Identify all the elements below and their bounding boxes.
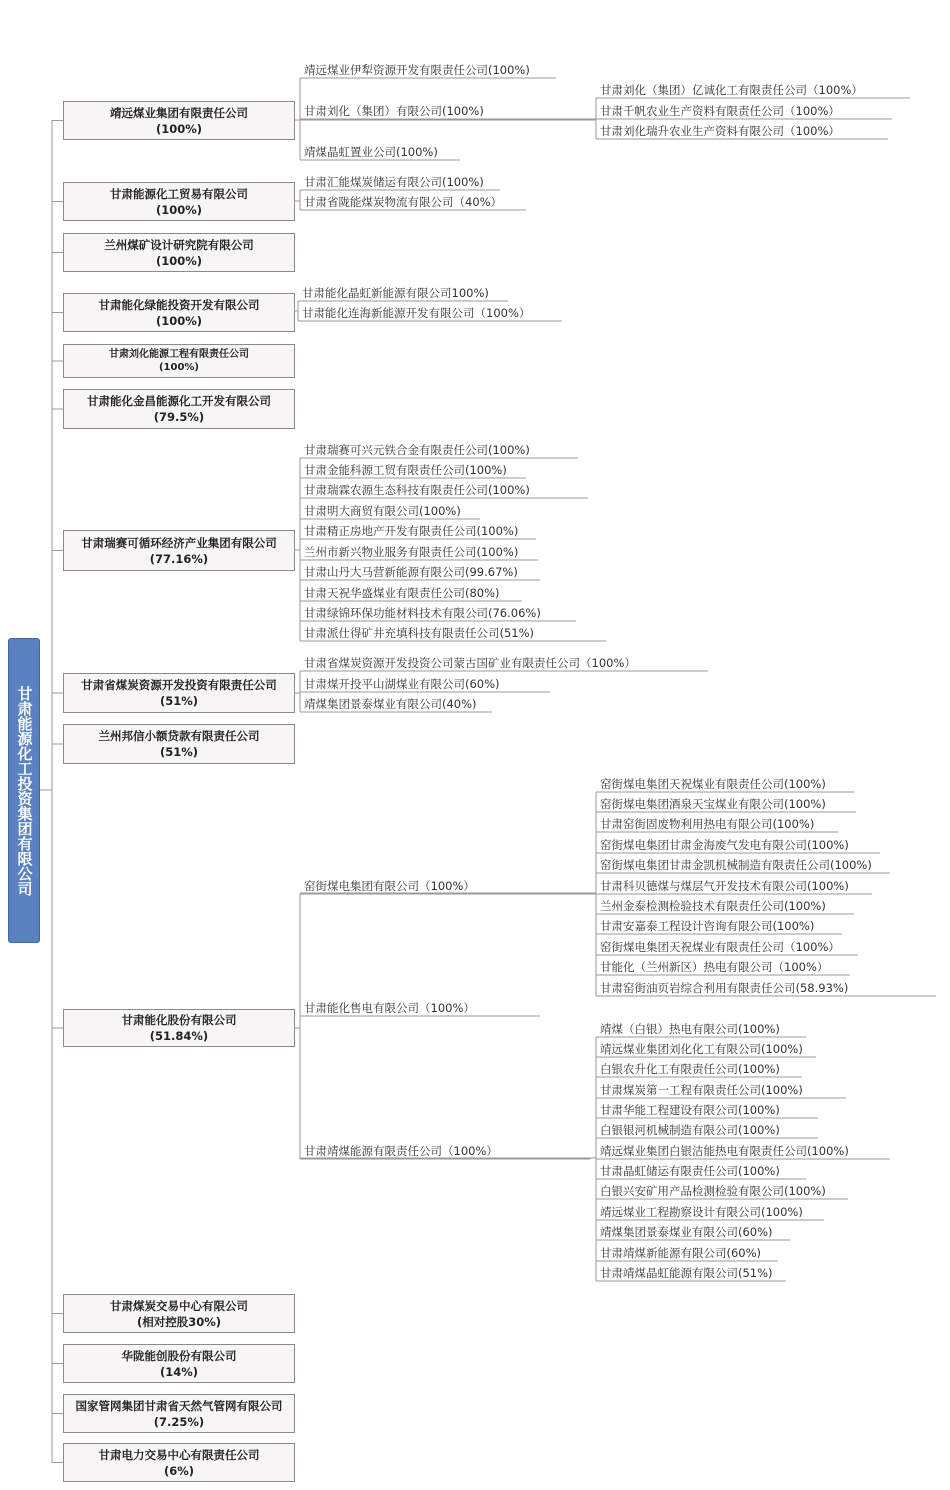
company-name: 甘肃刘化能源工程有限责任公司 <box>109 349 249 360</box>
subsidiary-item[interactable]: 甘肃安嘉泰工程设计咨询有限公司(100%) <box>600 919 815 933</box>
company-box[interactable] <box>63 530 295 571</box>
subsidiary-item[interactable]: 甘肃省陇能煤炭物流有限公司（40%） <box>304 195 503 209</box>
subsidiary-item[interactable]: 甘肃能化连海新能源开发有限公司（100%） <box>302 306 531 320</box>
subsidiary-item[interactable]: 甘肃明大商贸有限公司(100%) <box>304 504 461 518</box>
company-box[interactable] <box>63 233 295 272</box>
subsidiary-item[interactable]: 甘肃千帆农业生产资料有限责任公司（100%） <box>600 104 840 118</box>
company-share: (14%) <box>159 1364 199 1379</box>
subsidiary-item[interactable]: 靖煤集团景泰煤业有限公司(40%) <box>304 697 477 711</box>
subsidiary-item[interactable]: 甘肃能化晶虹新能源有限公司100%) <box>302 286 489 300</box>
company-box[interactable] <box>63 182 295 221</box>
subsidiary-item[interactable]: 甘肃汇能煤炭储运有限公司(100%) <box>304 175 484 189</box>
root-company[interactable] <box>8 638 40 943</box>
subsidiary-item[interactable]: 甘肃省煤炭资源开发投资公司蒙古国矿业有限责任公司（100%） <box>304 656 636 670</box>
subsidiary-item[interactable]: 窑街煤电集团天祝煤业有限责任公司(100%) <box>600 777 826 791</box>
company-name: 甘肃能源化工贸易有限公司 <box>110 186 248 201</box>
company-share: (100%) <box>155 202 203 217</box>
company-name: 兰州邦信小额贷款有限责任公司 <box>98 729 260 743</box>
subsidiary-item[interactable]: 窑街煤电集团甘肃金海废气发电有限公司(100%) <box>600 838 849 852</box>
subsidiary-item[interactable]: 甘肃刘化瑞升农业生产资料有限公司（100%） <box>600 124 840 138</box>
company-name: 甘肃瑞赛可循环经济产业集团有限公司 <box>81 535 277 550</box>
company-box[interactable] <box>63 344 295 378</box>
subsidiary-item[interactable]: 甘肃科贝德煤与煤层气开发技术有限公司(100%) <box>600 879 849 893</box>
subsidiary-item[interactable]: 窑街煤电集团有限公司（100%） <box>304 879 475 893</box>
company-share: (相对控股30%) <box>136 1314 222 1329</box>
company-box[interactable] <box>63 1394 295 1433</box>
company-share: (79.5%) <box>153 410 205 424</box>
subsidiary-item[interactable]: 甘肃煤炭第一工程有限责任公司(100%) <box>600 1083 803 1097</box>
subsidiary-item[interactable]: 窑街煤电集团天祝煤业有限责任公司（100%） <box>600 940 840 954</box>
root-label: 甘肃能源化工投资集团有限公司 <box>15 685 34 896</box>
company-share: (100%) <box>158 362 200 373</box>
company-name: 甘肃煤炭交易中心有限公司 <box>110 1298 248 1313</box>
subsidiary-item[interactable]: 靖远煤业工程勘察设计有限公司(100%) <box>600 1205 803 1219</box>
company-box[interactable] <box>63 673 295 713</box>
subsidiary-item[interactable]: 甘肃刘化（集团）有限公司(100%) <box>304 104 484 118</box>
company-name: 兰州煤矿设计研究院有限公司 <box>104 237 254 252</box>
subsidiary-item[interactable]: 甘肃瑞霖农源生态科技有限责任公司(100%) <box>304 483 530 497</box>
company-share: (51%) <box>159 694 199 708</box>
subsidiary-item[interactable]: 甘肃靖煤晶虹能源有限公司(51%) <box>600 1266 773 1280</box>
company-name: 华陇能创股份有限公司 <box>121 1348 237 1363</box>
subsidiary-item[interactable]: 甘肃靖煤能源有限责任公司（100%） <box>304 1144 498 1158</box>
subsidiary-item[interactable]: 靖煤（白银）热电有限公司(100%) <box>600 1022 780 1036</box>
company-box[interactable] <box>63 724 295 764</box>
company-box[interactable] <box>63 101 295 140</box>
subsidiary-item[interactable]: 甘肃山丹大马营新能源有限公司(99.67%) <box>304 565 518 579</box>
company-name: 国家管网集团甘肃省天然气管网有限公司 <box>75 1398 283 1413</box>
subsidiary-item[interactable]: 甘肃刘化（集团）亿诚化工有限责任公司（100%） <box>600 83 863 97</box>
company-share: (77.16%) <box>149 551 209 566</box>
company-box[interactable] <box>63 1443 295 1482</box>
subsidiary-item[interactable]: 甘肃窑街油页岩综合利用有限责任公司(58.93%) <box>600 981 849 995</box>
subsidiary-item[interactable]: 甘肃晶虹储运有限责任公司(100%) <box>600 1164 780 1178</box>
subsidiary-item[interactable]: 甘肃能化售电有限公司（100%） <box>304 1001 475 1015</box>
company-share: (51.84%) <box>149 1029 209 1043</box>
company-name: 甘肃能化金昌能源化工开发有限公司 <box>87 394 271 408</box>
subsidiary-item[interactable]: 甘肃华能工程建设有限公司(100%) <box>600 1103 780 1117</box>
subsidiary-item[interactable]: 窑街煤电集团酒泉天宝煤业有限公司(100%) <box>600 797 826 811</box>
subsidiary-item[interactable]: 甘肃精正房地产开发有限责任公司(100%) <box>304 524 519 538</box>
subsidiary-item[interactable]: 兰州市新兴物业服务有限责任公司(100%) <box>304 545 519 559</box>
subsidiary-item[interactable]: 甘肃天祝华盛煤业有限责任公司(80%) <box>304 586 500 600</box>
company-name: 甘肃能化绿能投资开发有限公司 <box>98 297 260 312</box>
subsidiary-item[interactable]: 靖远煤业集团刘化化工有限公司(100%) <box>600 1042 803 1056</box>
company-name: 甘肃省煤炭资源开发投资有限责任公司 <box>81 678 277 692</box>
subsidiary-item[interactable]: 甘肃靖煤新能源有限公司(60%) <box>600 1246 762 1260</box>
company-name: 靖远煤业集团有限责任公司 <box>110 105 248 120</box>
subsidiary-item[interactable]: 窑街煤电集团甘肃金凯机械制造有限责任公司(100%) <box>600 858 872 872</box>
company-share: (100%) <box>155 253 203 268</box>
subsidiary-item[interactable]: 甘肃煤开投平山湖煤业有限公司(60%) <box>304 677 500 691</box>
company-share: (100%) <box>155 313 203 328</box>
subsidiary-item[interactable]: 白银农升化工有限责任公司(100%) <box>600 1062 780 1076</box>
company-share: (51%) <box>159 745 199 759</box>
company-name: 甘肃能化股份有限公司 <box>121 1013 237 1027</box>
subsidiary-item[interactable]: 甘肃金能科源工贸有限责任公司(100%) <box>304 463 507 477</box>
subsidiary-item[interactable]: 靖煤集团景泰煤业有限公司(60%) <box>600 1225 773 1239</box>
subsidiary-item[interactable]: 甘能化（兰州新区）热电有限公司（100%） <box>600 960 829 974</box>
subsidiary-item[interactable]: 白银银河机械制造有限公司(100%) <box>600 1123 780 1137</box>
subsidiary-item[interactable]: 白银兴安矿用产品检测检验有限公司(100%) <box>600 1184 826 1198</box>
subsidiary-item[interactable]: 靖远煤业集团白银洁能热电有限责任公司(100%) <box>600 1144 849 1158</box>
subsidiary-item[interactable]: 靖远煤业伊犁资源开发有限责任公司(100%) <box>304 63 530 77</box>
subsidiary-item[interactable]: 甘肃绿锦环保功能材料技术有限公司(76.06%) <box>304 606 541 620</box>
company-share: (6%) <box>163 1463 195 1478</box>
company-name: 甘肃电力交易中心有限责任公司 <box>98 1447 260 1462</box>
company-box[interactable] <box>63 389 295 429</box>
company-box[interactable] <box>63 1344 295 1383</box>
company-box[interactable] <box>63 1294 295 1333</box>
company-share: (100%) <box>155 121 203 136</box>
subsidiary-item[interactable]: 兰州金泰检测检验技术有限责任公司(100%) <box>600 899 826 913</box>
subsidiary-item[interactable]: 靖煤晶虹置业公司(100%) <box>304 145 438 159</box>
subsidiary-item[interactable]: 甘肃派仕得矿井充填科技有限责任公司(51%) <box>304 626 535 640</box>
subsidiary-item[interactable]: 甘肃窑街固废物利用热电有限公司(100%) <box>600 817 815 831</box>
company-box[interactable] <box>63 293 295 332</box>
company-box[interactable] <box>63 1009 295 1047</box>
company-share: (7.25%) <box>153 1414 205 1429</box>
subsidiary-item[interactable]: 甘肃瑞赛可兴元铁合金有限责任公司(100%) <box>304 443 530 457</box>
